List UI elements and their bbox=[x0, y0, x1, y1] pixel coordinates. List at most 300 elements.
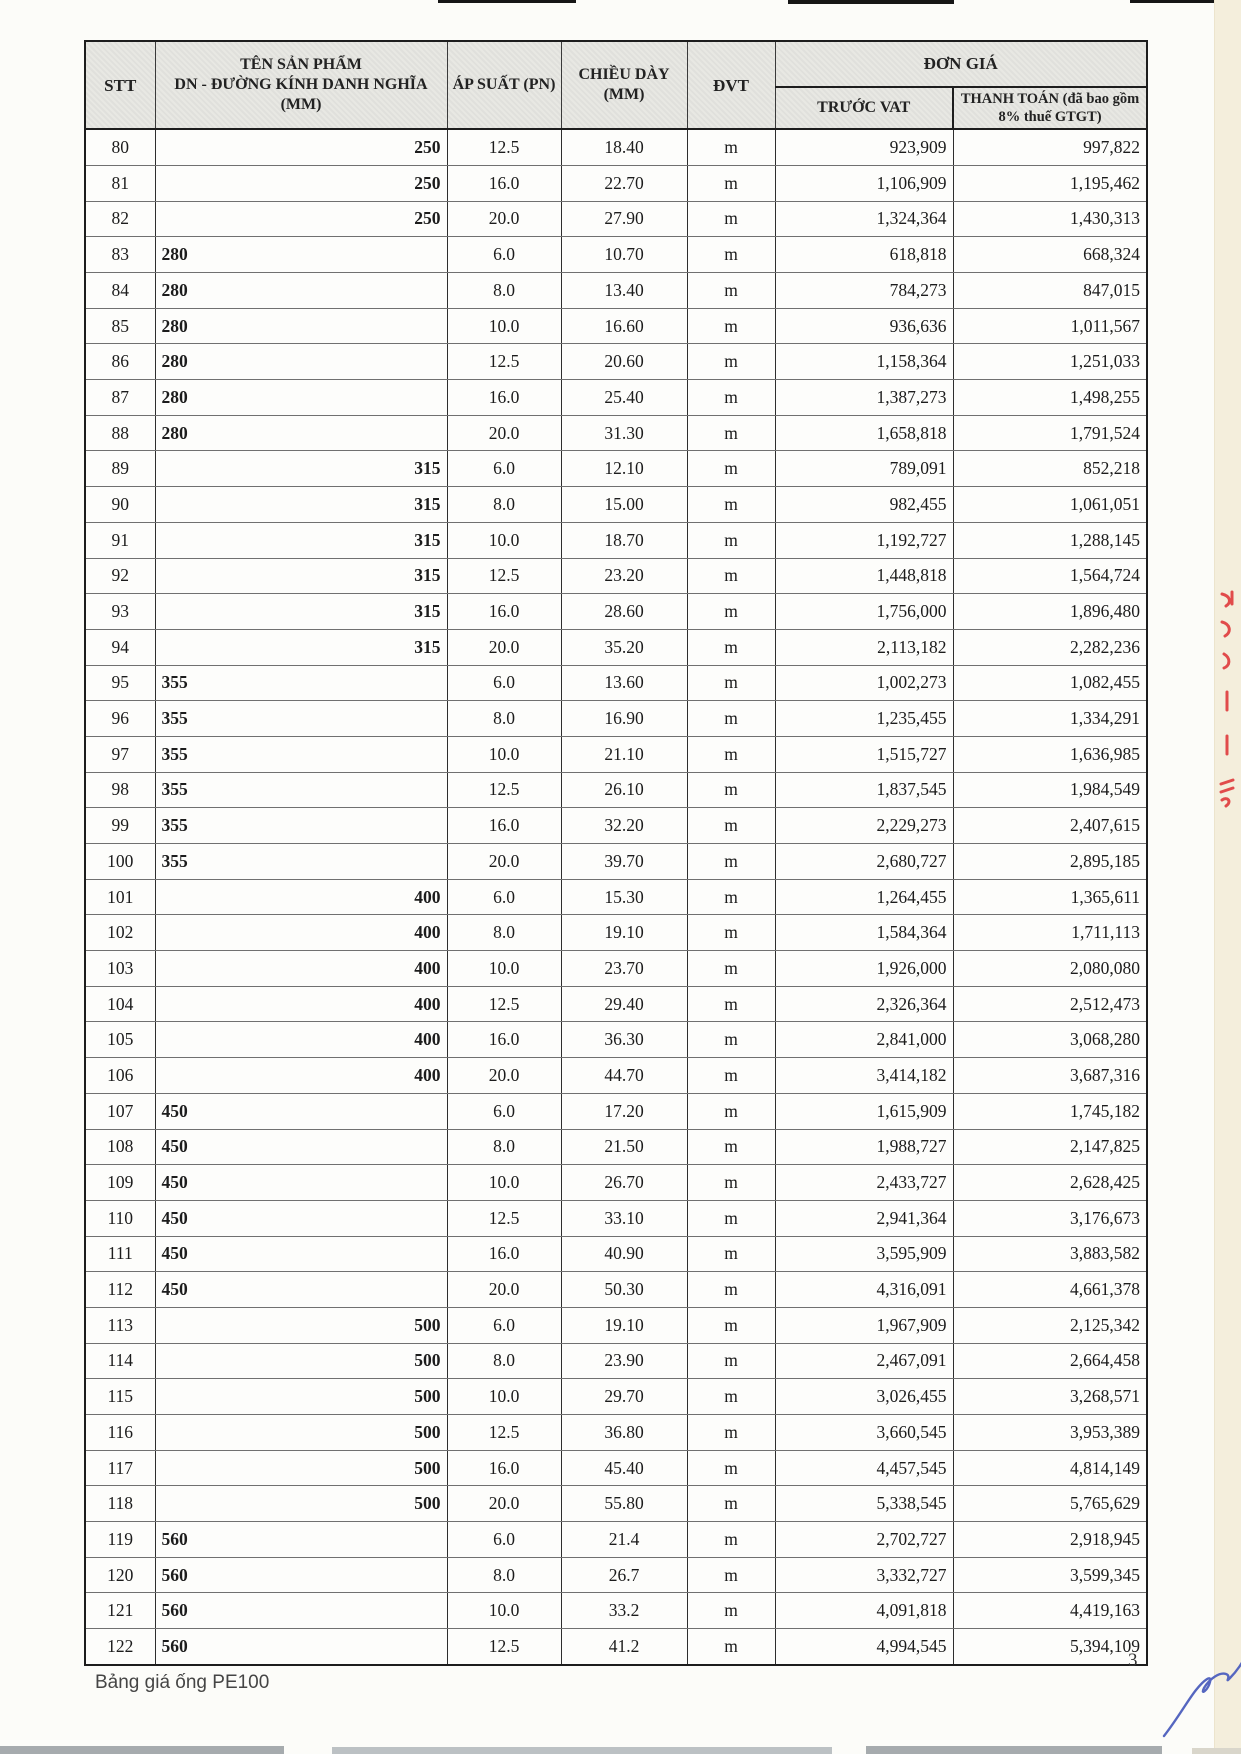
pre-vat-cell: 1,515,727 bbox=[775, 736, 953, 772]
stt-cell: 84 bbox=[85, 273, 155, 309]
dn-cell: 355 bbox=[155, 808, 447, 844]
dn-cell: 315 bbox=[155, 594, 447, 630]
table-row bbox=[85, 1307, 1147, 1343]
pressure-cell: 12.5 bbox=[447, 1629, 561, 1665]
thickness-cell: 16.60 bbox=[561, 308, 687, 344]
table-row bbox=[85, 415, 1147, 451]
dn-cell: 355 bbox=[155, 772, 447, 808]
thickness-cell: 18.70 bbox=[561, 522, 687, 558]
payment-cell: 3,068,280 bbox=[953, 1022, 1147, 1058]
thickness-cell: 18.40 bbox=[561, 129, 687, 165]
payment-cell: 2,664,458 bbox=[953, 1343, 1147, 1379]
unit-cell: m bbox=[687, 772, 775, 808]
table-row bbox=[85, 879, 1147, 915]
unit-cell: m bbox=[687, 415, 775, 451]
dn-cell: 500 bbox=[155, 1343, 447, 1379]
stt-cell: 116 bbox=[85, 1415, 155, 1451]
payment-cell: 1,365,611 bbox=[953, 879, 1147, 915]
pressure-cell: 8.0 bbox=[447, 487, 561, 523]
dn-cell: 560 bbox=[155, 1593, 447, 1629]
stt-cell: 86 bbox=[85, 344, 155, 380]
table-row bbox=[85, 451, 1147, 487]
payment-cell: 1,896,480 bbox=[953, 594, 1147, 630]
stt-cell: 108 bbox=[85, 1129, 155, 1165]
pre-vat-cell: 1,324,364 bbox=[775, 201, 953, 237]
pre-vat-cell: 789,091 bbox=[775, 451, 953, 487]
pre-vat-cell: 2,702,727 bbox=[775, 1522, 953, 1558]
table-row bbox=[85, 273, 1147, 309]
payment-cell: 3,176,673 bbox=[953, 1200, 1147, 1236]
unit-cell: m bbox=[687, 951, 775, 987]
unit-cell: m bbox=[687, 629, 775, 665]
table-row bbox=[85, 665, 1147, 701]
stt-cell: 103 bbox=[85, 951, 155, 987]
table-row bbox=[85, 487, 1147, 523]
payment-cell: 5,394,109 bbox=[953, 1629, 1147, 1665]
table-row bbox=[85, 1450, 1147, 1486]
payment-cell: 1,984,549 bbox=[953, 772, 1147, 808]
pressure-cell: 8.0 bbox=[447, 1557, 561, 1593]
stt-cell: 100 bbox=[85, 844, 155, 880]
thickness-cell: 26.10 bbox=[561, 772, 687, 808]
thickness-cell: 25.40 bbox=[561, 380, 687, 416]
dn-cell: 315 bbox=[155, 558, 447, 594]
stt-cell: 92 bbox=[85, 558, 155, 594]
payment-cell: 2,407,615 bbox=[953, 808, 1147, 844]
pre-vat-cell: 2,680,727 bbox=[775, 844, 953, 880]
payment-cell: 668,324 bbox=[953, 237, 1147, 273]
thickness-cell: 19.10 bbox=[561, 915, 687, 951]
payment-cell: 1,791,524 bbox=[953, 415, 1147, 451]
unit-cell: m bbox=[687, 1272, 775, 1308]
pre-vat-cell: 2,326,364 bbox=[775, 986, 953, 1022]
stt-cell: 121 bbox=[85, 1593, 155, 1629]
pre-vat-cell: 1,988,727 bbox=[775, 1129, 953, 1165]
pre-vat-cell: 1,387,273 bbox=[775, 380, 953, 416]
dn-cell: 250 bbox=[155, 129, 447, 165]
thickness-cell: 15.30 bbox=[561, 879, 687, 915]
unit-cell: m bbox=[687, 1415, 775, 1451]
payment-cell: 5,765,629 bbox=[953, 1486, 1147, 1522]
dn-cell: 560 bbox=[155, 1629, 447, 1665]
unit-cell: m bbox=[687, 308, 775, 344]
dn-cell: 500 bbox=[155, 1415, 447, 1451]
table-row bbox=[85, 165, 1147, 201]
dn-cell: 280 bbox=[155, 308, 447, 344]
pre-vat-cell: 923,909 bbox=[775, 129, 953, 165]
table-body bbox=[85, 129, 1147, 1665]
table-row bbox=[85, 1129, 1147, 1165]
pre-vat-cell: 2,113,182 bbox=[775, 629, 953, 665]
dn-cell: 315 bbox=[155, 522, 447, 558]
dn-cell: 500 bbox=[155, 1379, 447, 1415]
unit-cell: m bbox=[687, 451, 775, 487]
pre-vat-cell: 784,273 bbox=[775, 273, 953, 309]
table-row bbox=[85, 1629, 1147, 1665]
pre-vat-cell: 1,837,545 bbox=[775, 772, 953, 808]
pressure-cell: 8.0 bbox=[447, 1129, 561, 1165]
thickness-cell: 29.40 bbox=[561, 986, 687, 1022]
pre-vat-cell: 1,264,455 bbox=[775, 879, 953, 915]
unit-cell: m bbox=[687, 1522, 775, 1558]
payment-cell: 2,125,342 bbox=[953, 1307, 1147, 1343]
payment-cell: 1,745,182 bbox=[953, 1093, 1147, 1129]
stt-cell: 115 bbox=[85, 1379, 155, 1415]
pressure-cell: 16.0 bbox=[447, 165, 561, 201]
stt-cell: 104 bbox=[85, 986, 155, 1022]
stt-cell: 83 bbox=[85, 237, 155, 273]
header-product bbox=[155, 41, 447, 129]
payment-cell: 3,883,582 bbox=[953, 1236, 1147, 1272]
unit-cell: m bbox=[687, 129, 775, 165]
unit-cell: m bbox=[687, 1557, 775, 1593]
unit-cell: m bbox=[687, 594, 775, 630]
header-product-line2: DN - ĐƯỜNG KÍNH DANH NGHĨA (MM) bbox=[174, 76, 428, 114]
unit-cell: m bbox=[687, 1486, 775, 1522]
stt-cell: 97 bbox=[85, 736, 155, 772]
header-product-line1: TÊN SẢN PHẨM bbox=[240, 56, 362, 74]
payment-cell: 3,953,389 bbox=[953, 1415, 1147, 1451]
table-row bbox=[85, 736, 1147, 772]
thickness-cell: 36.80 bbox=[561, 1415, 687, 1451]
header-pre-vat: TRƯỚC VAT bbox=[775, 87, 953, 129]
pressure-cell: 16.0 bbox=[447, 1022, 561, 1058]
red-stamp-marks bbox=[1216, 588, 1238, 824]
pre-vat-cell: 4,457,545 bbox=[775, 1450, 953, 1486]
pressure-cell: 8.0 bbox=[447, 1343, 561, 1379]
thickness-cell: 10.70 bbox=[561, 237, 687, 273]
thickness-cell: 23.70 bbox=[561, 951, 687, 987]
dn-cell: 250 bbox=[155, 165, 447, 201]
stt-cell: 99 bbox=[85, 808, 155, 844]
dn-cell: 280 bbox=[155, 273, 447, 309]
stt-cell: 91 bbox=[85, 522, 155, 558]
pressure-cell: 8.0 bbox=[447, 701, 561, 737]
table-row bbox=[85, 201, 1147, 237]
dn-cell: 280 bbox=[155, 237, 447, 273]
pre-vat-cell: 1,106,909 bbox=[775, 165, 953, 201]
payment-cell: 997,822 bbox=[953, 129, 1147, 165]
payment-cell: 1,498,255 bbox=[953, 380, 1147, 416]
table-row bbox=[85, 1272, 1147, 1308]
pressure-cell: 10.0 bbox=[447, 522, 561, 558]
pressure-cell: 6.0 bbox=[447, 665, 561, 701]
pressure-cell: 6.0 bbox=[447, 451, 561, 487]
thickness-cell: 31.30 bbox=[561, 415, 687, 451]
pressure-cell: 6.0 bbox=[447, 1093, 561, 1129]
pressure-cell: 6.0 bbox=[447, 1522, 561, 1558]
dn-cell: 400 bbox=[155, 1058, 447, 1094]
dn-cell: 500 bbox=[155, 1307, 447, 1343]
unit-cell: m bbox=[687, 915, 775, 951]
thickness-cell: 22.70 bbox=[561, 165, 687, 201]
thickness-cell: 55.80 bbox=[561, 1486, 687, 1522]
pre-vat-cell: 3,026,455 bbox=[775, 1379, 953, 1415]
stt-cell: 101 bbox=[85, 879, 155, 915]
pressure-cell: 20.0 bbox=[447, 201, 561, 237]
dn-cell: 500 bbox=[155, 1486, 447, 1522]
table-row bbox=[85, 629, 1147, 665]
pressure-cell: 10.0 bbox=[447, 1379, 561, 1415]
unit-cell: m bbox=[687, 201, 775, 237]
table-row bbox=[85, 344, 1147, 380]
thickness-cell: 13.40 bbox=[561, 273, 687, 309]
dn-cell: 400 bbox=[155, 915, 447, 951]
unit-cell: m bbox=[687, 808, 775, 844]
pre-vat-cell: 936,636 bbox=[775, 308, 953, 344]
table-row bbox=[85, 308, 1147, 344]
pre-vat-cell: 1,448,818 bbox=[775, 558, 953, 594]
header-payment: THANH TOÁN (đã bao gồm 8% thuế GTGT) bbox=[953, 87, 1147, 129]
stt-cell: 111 bbox=[85, 1236, 155, 1272]
unit-cell: m bbox=[687, 736, 775, 772]
payment-cell: 847,015 bbox=[953, 273, 1147, 309]
table-row bbox=[85, 1486, 1147, 1522]
header-price-group: ĐƠN GIÁ bbox=[775, 41, 1147, 87]
dn-cell: 450 bbox=[155, 1272, 447, 1308]
unit-cell: m bbox=[687, 380, 775, 416]
thickness-cell: 33.2 bbox=[561, 1593, 687, 1629]
unit-cell: m bbox=[687, 344, 775, 380]
page-edge-band bbox=[1214, 0, 1241, 1754]
stt-cell: 89 bbox=[85, 451, 155, 487]
pre-vat-cell: 4,316,091 bbox=[775, 1272, 953, 1308]
stt-cell: 120 bbox=[85, 1557, 155, 1593]
table-row bbox=[85, 808, 1147, 844]
unit-cell: m bbox=[687, 237, 775, 273]
pre-vat-cell: 2,433,727 bbox=[775, 1165, 953, 1201]
dn-cell: 450 bbox=[155, 1093, 447, 1129]
pre-vat-cell: 5,338,545 bbox=[775, 1486, 953, 1522]
thickness-cell: 15.00 bbox=[561, 487, 687, 523]
table-row bbox=[85, 1022, 1147, 1058]
unit-cell: m bbox=[687, 879, 775, 915]
dn-cell: 315 bbox=[155, 451, 447, 487]
thickness-cell: 33.10 bbox=[561, 1200, 687, 1236]
stt-cell: 82 bbox=[85, 201, 155, 237]
pressure-cell: 20.0 bbox=[447, 1058, 561, 1094]
dn-cell: 355 bbox=[155, 736, 447, 772]
payment-cell: 1,334,291 bbox=[953, 701, 1147, 737]
payment-cell: 2,918,945 bbox=[953, 1522, 1147, 1558]
scan-artifact-bottom-2 bbox=[332, 1747, 832, 1754]
stt-cell: 95 bbox=[85, 665, 155, 701]
thickness-cell: 23.90 bbox=[561, 1343, 687, 1379]
payment-cell: 1,564,724 bbox=[953, 558, 1147, 594]
stt-cell: 98 bbox=[85, 772, 155, 808]
stt-cell: 102 bbox=[85, 915, 155, 951]
unit-cell: m bbox=[687, 1236, 775, 1272]
payment-cell: 1,636,985 bbox=[953, 736, 1147, 772]
table-row bbox=[85, 701, 1147, 737]
dn-cell: 450 bbox=[155, 1129, 447, 1165]
pressure-cell: 16.0 bbox=[447, 808, 561, 844]
pre-vat-cell: 3,660,545 bbox=[775, 1415, 953, 1451]
table-row bbox=[85, 772, 1147, 808]
thickness-cell: 12.10 bbox=[561, 451, 687, 487]
thickness-cell: 40.90 bbox=[561, 1236, 687, 1272]
table-row bbox=[85, 1058, 1147, 1094]
pre-vat-cell: 1,756,000 bbox=[775, 594, 953, 630]
unit-cell: m bbox=[687, 1450, 775, 1486]
page-number: 3 bbox=[1128, 1650, 1138, 1671]
thickness-cell: 23.20 bbox=[561, 558, 687, 594]
payment-cell: 2,282,236 bbox=[953, 629, 1147, 665]
pressure-cell: 20.0 bbox=[447, 629, 561, 665]
pre-vat-cell: 618,818 bbox=[775, 237, 953, 273]
thickness-cell: 41.2 bbox=[561, 1629, 687, 1665]
unit-cell: m bbox=[687, 1093, 775, 1129]
thickness-cell: 29.70 bbox=[561, 1379, 687, 1415]
unit-cell: m bbox=[687, 273, 775, 309]
table-row bbox=[85, 915, 1147, 951]
pressure-cell: 6.0 bbox=[447, 879, 561, 915]
pressure-cell: 8.0 bbox=[447, 915, 561, 951]
pressure-cell: 12.5 bbox=[447, 772, 561, 808]
table-row bbox=[85, 522, 1147, 558]
pressure-cell: 10.0 bbox=[447, 308, 561, 344]
pre-vat-cell: 1,584,364 bbox=[775, 915, 953, 951]
dn-cell: 315 bbox=[155, 487, 447, 523]
pre-vat-cell: 1,926,000 bbox=[775, 951, 953, 987]
table-row bbox=[85, 951, 1147, 987]
pre-vat-cell: 4,994,545 bbox=[775, 1629, 953, 1665]
thickness-cell: 21.4 bbox=[561, 1522, 687, 1558]
stt-cell: 81 bbox=[85, 165, 155, 201]
thickness-cell: 50.30 bbox=[561, 1272, 687, 1308]
stt-cell: 117 bbox=[85, 1450, 155, 1486]
pre-vat-cell: 3,414,182 bbox=[775, 1058, 953, 1094]
table-row bbox=[85, 558, 1147, 594]
stt-cell: 107 bbox=[85, 1093, 155, 1129]
table-row bbox=[85, 1379, 1147, 1415]
table-row bbox=[85, 594, 1147, 630]
pre-vat-cell: 1,967,909 bbox=[775, 1307, 953, 1343]
table-row bbox=[85, 1093, 1147, 1129]
unit-cell: m bbox=[687, 701, 775, 737]
unit-cell: m bbox=[687, 165, 775, 201]
unit-cell: m bbox=[687, 1343, 775, 1379]
dn-cell: 560 bbox=[155, 1522, 447, 1558]
stt-cell: 114 bbox=[85, 1343, 155, 1379]
pressure-cell: 12.5 bbox=[447, 1415, 561, 1451]
table-row bbox=[85, 844, 1147, 880]
unit-cell: m bbox=[687, 986, 775, 1022]
thickness-cell: 39.70 bbox=[561, 844, 687, 880]
unit-cell: m bbox=[687, 487, 775, 523]
pressure-cell: 12.5 bbox=[447, 986, 561, 1022]
pre-vat-cell: 4,091,818 bbox=[775, 1593, 953, 1629]
payment-cell: 4,661,378 bbox=[953, 1272, 1147, 1308]
table-row bbox=[85, 380, 1147, 416]
pressure-cell: 20.0 bbox=[447, 1272, 561, 1308]
thickness-cell: 17.20 bbox=[561, 1093, 687, 1129]
pre-vat-cell: 1,192,727 bbox=[775, 522, 953, 558]
pressure-cell: 12.5 bbox=[447, 129, 561, 165]
dn-cell: 280 bbox=[155, 415, 447, 451]
table-row bbox=[85, 1557, 1147, 1593]
payment-cell: 4,419,163 bbox=[953, 1593, 1147, 1629]
payment-cell: 2,512,473 bbox=[953, 986, 1147, 1022]
unit-cell: m bbox=[687, 1165, 775, 1201]
dn-cell: 355 bbox=[155, 701, 447, 737]
table-row bbox=[85, 1343, 1147, 1379]
thickness-cell: 45.40 bbox=[561, 1450, 687, 1486]
pressure-cell: 20.0 bbox=[447, 1486, 561, 1522]
scan-artifact-bottom-3 bbox=[866, 1746, 1162, 1754]
payment-cell: 3,687,316 bbox=[953, 1058, 1147, 1094]
payment-cell: 3,268,571 bbox=[953, 1379, 1147, 1415]
stt-cell: 106 bbox=[85, 1058, 155, 1094]
table-header bbox=[85, 41, 1147, 129]
stt-cell: 109 bbox=[85, 1165, 155, 1201]
pre-vat-cell: 1,158,364 bbox=[775, 344, 953, 380]
table-row bbox=[85, 1236, 1147, 1272]
unit-cell: m bbox=[687, 1022, 775, 1058]
unit-cell: m bbox=[687, 844, 775, 880]
dn-cell: 250 bbox=[155, 201, 447, 237]
pressure-cell: 6.0 bbox=[447, 1307, 561, 1343]
unit-cell: m bbox=[687, 1200, 775, 1236]
payment-cell: 2,147,825 bbox=[953, 1129, 1147, 1165]
thickness-cell: 32.20 bbox=[561, 808, 687, 844]
pressure-cell: 12.5 bbox=[447, 558, 561, 594]
stt-cell: 118 bbox=[85, 1486, 155, 1522]
scan-artifact-top-left bbox=[438, 0, 576, 3]
stt-cell: 112 bbox=[85, 1272, 155, 1308]
unit-cell: m bbox=[687, 1129, 775, 1165]
unit-cell: m bbox=[687, 1379, 775, 1415]
stt-cell: 88 bbox=[85, 415, 155, 451]
payment-cell: 3,599,345 bbox=[953, 1557, 1147, 1593]
dn-cell: 450 bbox=[155, 1165, 447, 1201]
stt-cell: 94 bbox=[85, 629, 155, 665]
payment-cell: 2,895,185 bbox=[953, 844, 1147, 880]
thickness-cell: 20.60 bbox=[561, 344, 687, 380]
pre-vat-cell: 2,841,000 bbox=[775, 1022, 953, 1058]
pressure-cell: 16.0 bbox=[447, 1450, 561, 1486]
table-row bbox=[85, 237, 1147, 273]
payment-cell: 1,082,455 bbox=[953, 665, 1147, 701]
stt-cell: 85 bbox=[85, 308, 155, 344]
pre-vat-cell: 1,658,818 bbox=[775, 415, 953, 451]
payment-cell: 4,814,149 bbox=[953, 1450, 1147, 1486]
pre-vat-cell: 2,467,091 bbox=[775, 1343, 953, 1379]
header-stt: STT bbox=[85, 41, 155, 129]
stt-cell: 93 bbox=[85, 594, 155, 630]
table-row bbox=[85, 1522, 1147, 1558]
dn-cell: 400 bbox=[155, 986, 447, 1022]
thickness-cell: 21.50 bbox=[561, 1129, 687, 1165]
thickness-cell: 27.90 bbox=[561, 201, 687, 237]
header-pressure: ÁP SUẤT (PN) bbox=[447, 41, 561, 129]
pressure-cell: 20.0 bbox=[447, 415, 561, 451]
pressure-cell: 10.0 bbox=[447, 951, 561, 987]
stt-cell: 110 bbox=[85, 1200, 155, 1236]
thickness-cell: 13.60 bbox=[561, 665, 687, 701]
payment-cell: 2,080,080 bbox=[953, 951, 1147, 987]
payment-cell: 1,061,051 bbox=[953, 487, 1147, 523]
thickness-cell: 26.70 bbox=[561, 1165, 687, 1201]
pre-vat-cell: 1,615,909 bbox=[775, 1093, 953, 1129]
unit-cell: m bbox=[687, 1307, 775, 1343]
pressure-cell: 10.0 bbox=[447, 736, 561, 772]
dn-cell: 450 bbox=[155, 1236, 447, 1272]
stt-cell: 113 bbox=[85, 1307, 155, 1343]
payment-cell: 1,195,462 bbox=[953, 165, 1147, 201]
thickness-cell: 36.30 bbox=[561, 1022, 687, 1058]
pressure-cell: 10.0 bbox=[447, 1165, 561, 1201]
